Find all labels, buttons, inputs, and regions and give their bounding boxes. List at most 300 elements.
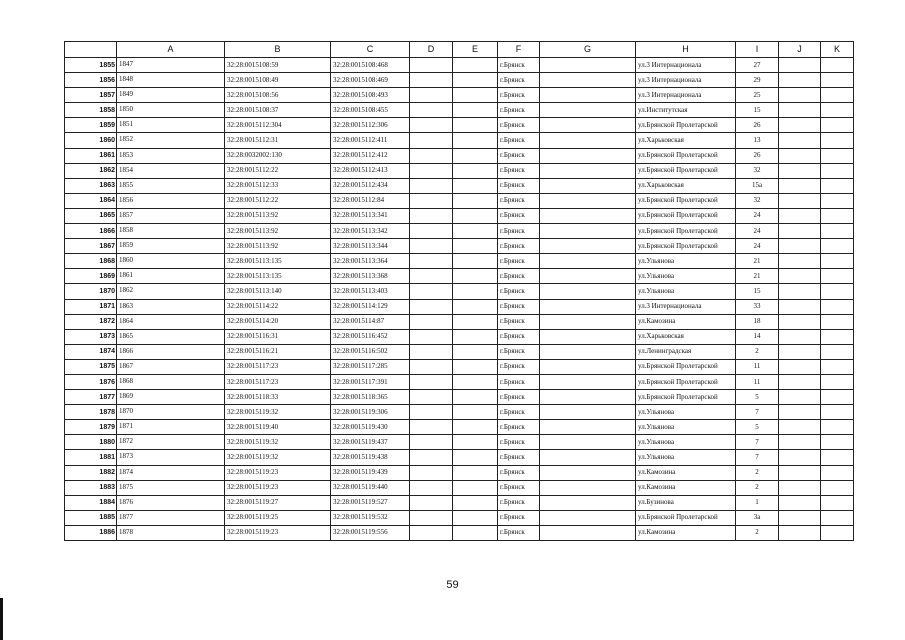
- cell-g: [540, 239, 636, 254]
- row-number: 1858: [65, 103, 117, 118]
- row-number: 1883: [65, 480, 117, 495]
- cell-k: [821, 148, 854, 163]
- cell-a: 1854: [117, 163, 225, 178]
- row-number: 1856: [65, 73, 117, 88]
- cell-c: 32:28:0015112:413: [331, 163, 410, 178]
- page-number: 59: [446, 579, 459, 591]
- cell-k: [821, 299, 854, 314]
- cell-g: [540, 284, 636, 299]
- cell-i: 32: [736, 163, 779, 178]
- cell-e: [453, 193, 498, 208]
- cell-a: 1848: [117, 73, 225, 88]
- cell-f: г.Брянск: [498, 329, 540, 344]
- cell-i: 2: [736, 525, 779, 540]
- cell-j: [779, 73, 821, 88]
- cell-e: [453, 88, 498, 103]
- cell-d: [410, 133, 453, 148]
- table-row: [65, 344, 854, 359]
- cell-h: ул.Ульянова: [636, 405, 736, 420]
- cell-g: [540, 224, 636, 239]
- cell-j: [779, 374, 821, 389]
- cell-b: 32:28:0015113:140: [225, 284, 331, 299]
- cell-a: 1851: [117, 118, 225, 133]
- row-number: 1857: [65, 88, 117, 103]
- table-row: [65, 374, 854, 389]
- cell-j: [779, 435, 821, 450]
- column-header-j: J: [779, 42, 821, 58]
- cell-e: [453, 405, 498, 420]
- cell-g: [540, 254, 636, 269]
- cell-g: [540, 420, 636, 435]
- cell-e: [453, 359, 498, 374]
- cell-f: г.Брянск: [498, 254, 540, 269]
- cell-g: [540, 73, 636, 88]
- column-header-row: [65, 42, 854, 58]
- cell-k: [821, 103, 854, 118]
- cell-i: 21: [736, 269, 779, 284]
- table-row: [65, 405, 854, 420]
- cell-c: 32:28:0015119:439: [331, 465, 410, 480]
- cell-k: [821, 254, 854, 269]
- cell-a: 1855: [117, 178, 225, 193]
- row-number: 1877: [65, 390, 117, 405]
- cell-a: 1873: [117, 450, 225, 465]
- cell-h: ул.3 Интернационала: [636, 299, 736, 314]
- row-number: 1863: [65, 178, 117, 193]
- cell-i: 26: [736, 118, 779, 133]
- cell-k: [821, 480, 854, 495]
- cell-e: [453, 148, 498, 163]
- column-header-b: B: [225, 42, 331, 58]
- cell-e: [453, 420, 498, 435]
- cell-h: ул.Брянской Пролетарской: [636, 374, 736, 389]
- cell-d: [410, 178, 453, 193]
- row-number: 1874: [65, 344, 117, 359]
- table-row: [65, 103, 854, 118]
- row-number: 1868: [65, 254, 117, 269]
- cell-b: 32:28:0015108:37: [225, 103, 331, 118]
- cell-d: [410, 103, 453, 118]
- cell-b: 32:28:0015113:135: [225, 269, 331, 284]
- cell-f: г.Брянск: [498, 405, 540, 420]
- cell-g: [540, 58, 636, 73]
- row-number: 1885: [65, 510, 117, 525]
- cell-i: 3а: [736, 510, 779, 525]
- cell-a: 1865: [117, 329, 225, 344]
- cell-e: [453, 390, 498, 405]
- cell-i: 24: [736, 208, 779, 223]
- cell-c: 32:28:0015112:412: [331, 148, 410, 163]
- cell-h: ул.Брянской Пролетарской: [636, 239, 736, 254]
- cell-k: [821, 133, 854, 148]
- cell-k: [821, 374, 854, 389]
- cell-f: г.Брянск: [498, 420, 540, 435]
- cell-i: 1: [736, 495, 779, 510]
- cell-d: [410, 525, 453, 540]
- cell-d: [410, 254, 453, 269]
- table-row: [65, 390, 854, 405]
- cell-c: 32:28:0015108:469: [331, 73, 410, 88]
- table-row: [65, 193, 854, 208]
- cell-b: 32:28:0015119:23: [225, 465, 331, 480]
- cell-j: [779, 254, 821, 269]
- row-number: 1886: [65, 525, 117, 540]
- cell-a: 1863: [117, 299, 225, 314]
- cell-b: 32:28:0015114:22: [225, 299, 331, 314]
- cell-a: 1856: [117, 193, 225, 208]
- table-row: [65, 284, 854, 299]
- cell-i: 24: [736, 224, 779, 239]
- cell-e: [453, 73, 498, 88]
- cell-d: [410, 450, 453, 465]
- cell-j: [779, 103, 821, 118]
- column-header-d: D: [410, 42, 453, 58]
- cell-g: [540, 88, 636, 103]
- cell-b: 32:28:0015119:32: [225, 450, 331, 465]
- cell-d: [410, 163, 453, 178]
- table-row: [65, 224, 854, 239]
- row-number: 1880: [65, 435, 117, 450]
- cell-d: [410, 465, 453, 480]
- cell-j: [779, 299, 821, 314]
- cell-b: 32:28:0015119:23: [225, 525, 331, 540]
- cell-i: 18: [736, 314, 779, 329]
- cell-b: 32:28:0015112:22: [225, 193, 331, 208]
- cell-e: [453, 208, 498, 223]
- cell-g: [540, 163, 636, 178]
- cell-c: 32:28:0015114:87: [331, 314, 410, 329]
- cell-b: 32:28:0015108:49: [225, 73, 331, 88]
- cell-g: [540, 374, 636, 389]
- cell-k: [821, 118, 854, 133]
- cell-h: ул.Ульянова: [636, 254, 736, 269]
- table-row: [65, 73, 854, 88]
- cell-i: 2: [736, 344, 779, 359]
- table-row: [65, 88, 854, 103]
- column-header-i: I: [736, 42, 779, 58]
- table-row: [65, 510, 854, 525]
- table-row: [65, 178, 854, 193]
- cell-d: [410, 88, 453, 103]
- row-number: 1870: [65, 284, 117, 299]
- cell-j: [779, 480, 821, 495]
- cell-g: [540, 178, 636, 193]
- cell-g: [540, 525, 636, 540]
- cell-c: 32:28:0015119:437: [331, 435, 410, 450]
- cell-d: [410, 329, 453, 344]
- cell-c: 32:28:0015113:403: [331, 284, 410, 299]
- cell-g: [540, 359, 636, 374]
- cell-c: 32:28:0015119:527: [331, 495, 410, 510]
- cell-e: [453, 450, 498, 465]
- table-row: [65, 525, 854, 540]
- table-row: [65, 480, 854, 495]
- cell-h: ул.Ульянова: [636, 450, 736, 465]
- cell-e: [453, 465, 498, 480]
- cell-d: [410, 118, 453, 133]
- cell-f: г.Брянск: [498, 359, 540, 374]
- column-header-g: G: [540, 42, 636, 58]
- cell-h: ул.Ульянова: [636, 269, 736, 284]
- cell-b: 32:28:0015112:31: [225, 133, 331, 148]
- cell-j: [779, 269, 821, 284]
- table-row: [65, 450, 854, 465]
- cell-c: 32:28:0015113:342: [331, 224, 410, 239]
- cell-c: 32:28:0015117:285: [331, 359, 410, 374]
- table-row: [65, 329, 854, 344]
- cell-h: ул.3 Интернационала: [636, 73, 736, 88]
- cell-f: г.Брянск: [498, 103, 540, 118]
- cell-g: [540, 133, 636, 148]
- cell-j: [779, 284, 821, 299]
- cell-c: 32:28:0015112:411: [331, 133, 410, 148]
- cell-b: 32:28:0015112:304: [225, 118, 331, 133]
- cell-f: г.Брянск: [498, 208, 540, 223]
- cell-h: ул.Ленинградская: [636, 344, 736, 359]
- cell-i: 14: [736, 329, 779, 344]
- cell-e: [453, 163, 498, 178]
- cell-f: г.Брянск: [498, 284, 540, 299]
- cell-i: 27: [736, 58, 779, 73]
- column-header-k: K: [821, 42, 854, 58]
- cell-h: ул.Харьковская: [636, 133, 736, 148]
- cell-a: 1867: [117, 359, 225, 374]
- cell-i: 13: [736, 133, 779, 148]
- cell-k: [821, 450, 854, 465]
- cell-f: г.Брянск: [498, 193, 540, 208]
- cell-j: [779, 58, 821, 73]
- cell-j: [779, 390, 821, 405]
- cell-g: [540, 480, 636, 495]
- cell-j: [779, 133, 821, 148]
- cell-a: 1871: [117, 420, 225, 435]
- cell-h: ул.Камозина: [636, 314, 736, 329]
- cell-b: 32:28:0015112:22: [225, 163, 331, 178]
- cell-g: [540, 118, 636, 133]
- cell-i: 7: [736, 450, 779, 465]
- cell-h: ул.Брянской Пролетарской: [636, 224, 736, 239]
- table-row: [65, 118, 854, 133]
- cell-c: 32:28:0015119:306: [331, 405, 410, 420]
- cell-a: 1874: [117, 465, 225, 480]
- cell-e: [453, 480, 498, 495]
- table-body: [65, 58, 854, 541]
- cell-a: 1850: [117, 103, 225, 118]
- cell-c: 32:28:0015113:344: [331, 239, 410, 254]
- cell-h: ул.3 Интернационала: [636, 58, 736, 73]
- cell-f: г.Брянск: [498, 374, 540, 389]
- row-number: 1855: [65, 58, 117, 73]
- cell-k: [821, 193, 854, 208]
- cell-c: 32:28:0015108:468: [331, 58, 410, 73]
- cell-k: [821, 224, 854, 239]
- cell-h: ул.Брянской Пролетарской: [636, 208, 736, 223]
- row-number: 1860: [65, 133, 117, 148]
- cell-g: [540, 390, 636, 405]
- cell-d: [410, 73, 453, 88]
- row-number: 1859: [65, 118, 117, 133]
- cell-c: 32:28:0015119:532: [331, 510, 410, 525]
- cell-i: 2: [736, 480, 779, 495]
- cell-k: [821, 420, 854, 435]
- cell-i: 26: [736, 148, 779, 163]
- cell-b: 32:28:0015113:92: [225, 224, 331, 239]
- cell-a: 1868: [117, 374, 225, 389]
- cell-a: 1875: [117, 480, 225, 495]
- cell-h: ул.Камозина: [636, 465, 736, 480]
- row-number: 1878: [65, 405, 117, 420]
- cell-a: 1872: [117, 435, 225, 450]
- cell-f: г.Брянск: [498, 163, 540, 178]
- cell-d: [410, 510, 453, 525]
- cell-d: [410, 390, 453, 405]
- cell-f: г.Брянск: [498, 73, 540, 88]
- cell-g: [540, 193, 636, 208]
- cell-c: 32:28:0015119:430: [331, 420, 410, 435]
- cell-i: 32: [736, 193, 779, 208]
- cell-f: г.Брянск: [498, 465, 540, 480]
- cell-g: [540, 148, 636, 163]
- cell-g: [540, 495, 636, 510]
- cell-k: [821, 314, 854, 329]
- cell-d: [410, 344, 453, 359]
- cell-j: [779, 344, 821, 359]
- cell-h: ул.Ульянова: [636, 284, 736, 299]
- cell-g: [540, 450, 636, 465]
- cell-b: 32:28:0015119:23: [225, 480, 331, 495]
- cell-f: г.Брянск: [498, 510, 540, 525]
- cell-h: ул.Бузинова: [636, 495, 736, 510]
- scan-edge-mark: [0, 598, 3, 640]
- cell-i: 24: [736, 239, 779, 254]
- cell-i: 29: [736, 73, 779, 88]
- cell-i: 11: [736, 374, 779, 389]
- cell-d: [410, 58, 453, 73]
- cell-f: г.Брянск: [498, 239, 540, 254]
- cell-e: [453, 314, 498, 329]
- column-header-c: C: [331, 42, 410, 58]
- cell-h: ул.Брянской Пролетарской: [636, 163, 736, 178]
- row-number: 1866: [65, 224, 117, 239]
- cell-e: [453, 374, 498, 389]
- cell-i: 7: [736, 435, 779, 450]
- column-header-h: H: [636, 42, 736, 58]
- cell-f: г.Брянск: [498, 390, 540, 405]
- cell-k: [821, 510, 854, 525]
- cell-b: 32:28:0015119:32: [225, 435, 331, 450]
- cell-j: [779, 118, 821, 133]
- cell-h: ул.Камозина: [636, 480, 736, 495]
- cell-d: [410, 359, 453, 374]
- cell-e: [453, 224, 498, 239]
- cell-c: 32:28:0015112:306: [331, 118, 410, 133]
- cell-b: 32:28:0015119:40: [225, 420, 331, 435]
- row-number: 1882: [65, 465, 117, 480]
- cell-e: [453, 254, 498, 269]
- cell-e: [453, 510, 498, 525]
- cell-j: [779, 405, 821, 420]
- cell-j: [779, 178, 821, 193]
- cell-d: [410, 314, 453, 329]
- cell-h: ул.Брянской Пролетарской: [636, 510, 736, 525]
- cell-a: 1847: [117, 58, 225, 73]
- cell-h: ул.Ульянова: [636, 420, 736, 435]
- cell-j: [779, 239, 821, 254]
- row-number: 1879: [65, 420, 117, 435]
- row-number: 1865: [65, 208, 117, 223]
- cell-a: 1878: [117, 525, 225, 540]
- cell-k: [821, 88, 854, 103]
- row-number: 1875: [65, 359, 117, 374]
- cell-h: ул.Камозина: [636, 525, 736, 540]
- cell-c: 32:28:0015112:84: [331, 193, 410, 208]
- cell-k: [821, 163, 854, 178]
- cell-c: 32:28:0015113:364: [331, 254, 410, 269]
- cell-b: 32:28:0015113:92: [225, 239, 331, 254]
- cell-b: 32:28:0015108:59: [225, 58, 331, 73]
- cell-e: [453, 329, 498, 344]
- table-row: [65, 208, 854, 223]
- cell-f: г.Брянск: [498, 435, 540, 450]
- cell-d: [410, 284, 453, 299]
- row-number: 1869: [65, 269, 117, 284]
- cell-i: 11: [736, 359, 779, 374]
- table-row: [65, 163, 854, 178]
- cell-j: [779, 88, 821, 103]
- cell-a: 1853: [117, 148, 225, 163]
- cell-h: ул.Брянской Пролетарской: [636, 118, 736, 133]
- cell-h: ул.Харьковская: [636, 329, 736, 344]
- cell-j: [779, 359, 821, 374]
- table-row: [65, 269, 854, 284]
- cell-k: [821, 495, 854, 510]
- cell-f: г.Брянск: [498, 314, 540, 329]
- cell-k: [821, 359, 854, 374]
- cell-b: 32:28:0015116:31: [225, 329, 331, 344]
- cell-a: 1858: [117, 224, 225, 239]
- cell-c: 32:28:0015119:438: [331, 450, 410, 465]
- cell-h: ул.3 Интернационала: [636, 88, 736, 103]
- cell-k: [821, 525, 854, 540]
- table-row: [65, 495, 854, 510]
- cell-f: г.Брянск: [498, 133, 540, 148]
- column-header-e: E: [453, 42, 498, 58]
- cell-k: [821, 435, 854, 450]
- cell-e: [453, 344, 498, 359]
- cell-d: [410, 480, 453, 495]
- cell-e: [453, 435, 498, 450]
- cell-f: г.Брянск: [498, 299, 540, 314]
- cell-b: 32:28:0015108:56: [225, 88, 331, 103]
- cell-f: г.Брянск: [498, 224, 540, 239]
- cell-i: 15: [736, 284, 779, 299]
- cell-c: 32:28:0015117:391: [331, 374, 410, 389]
- cell-b: 32:28:0015117:23: [225, 374, 331, 389]
- cell-d: [410, 269, 453, 284]
- cell-c: 32:28:0015116:502: [331, 344, 410, 359]
- cell-g: [540, 510, 636, 525]
- table-row: [65, 239, 854, 254]
- cell-i: 25: [736, 88, 779, 103]
- row-number: 1864: [65, 193, 117, 208]
- cell-f: г.Брянск: [498, 450, 540, 465]
- cell-f: г.Брянск: [498, 495, 540, 510]
- cell-k: [821, 239, 854, 254]
- row-number: 1881: [65, 450, 117, 465]
- table-row: [65, 435, 854, 450]
- cell-k: [821, 465, 854, 480]
- cell-e: [453, 133, 498, 148]
